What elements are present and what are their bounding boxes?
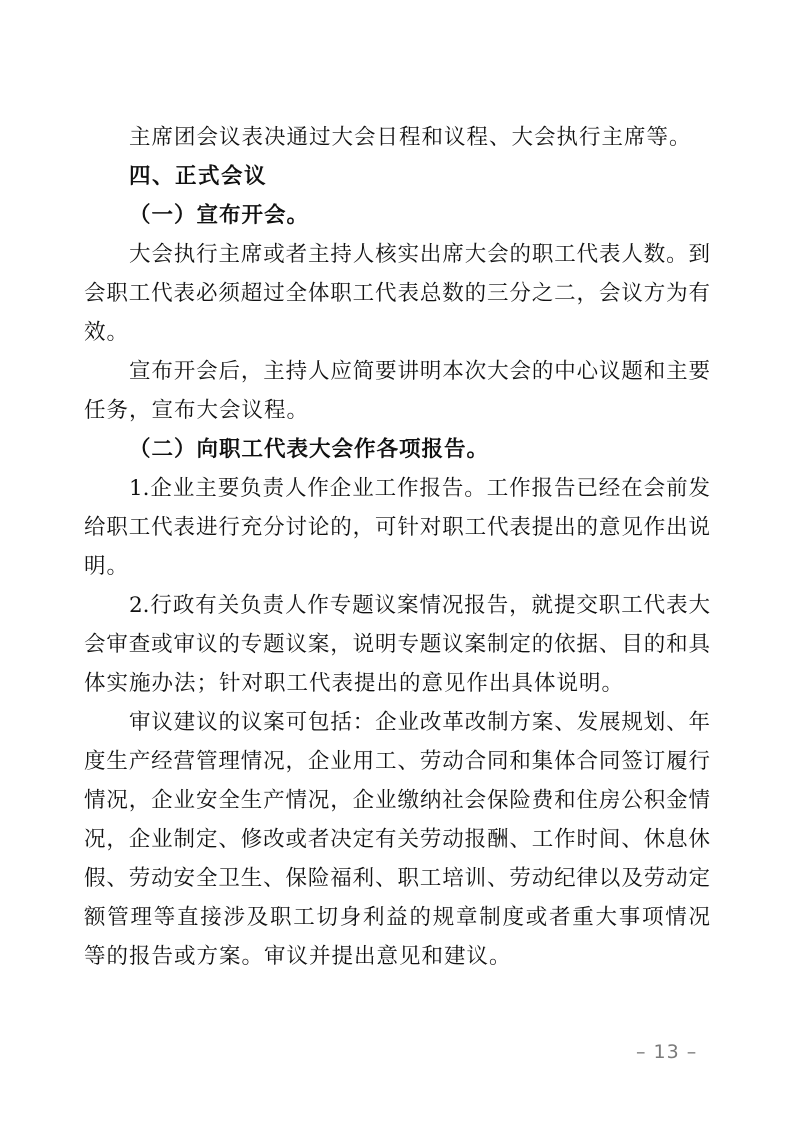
section-heading xyxy=(84,157,710,196)
text-line: 会职工代表必须超过全体职工代表总数的三分之二，会议方为有 xyxy=(84,281,710,306)
paragraph xyxy=(84,469,710,586)
text-line: 度生产经营管理情况，企业用工、劳动合同和集体合同签订履行 xyxy=(84,749,710,774)
paragraph xyxy=(84,235,710,352)
text-line: 2.行政有关负责人作专题议案情况报告，就提交职工代表大 xyxy=(129,593,710,618)
paragraph xyxy=(84,118,710,157)
text-line: 情况，企业安全生产情况，企业缴纳社会保险费和住房公积金情 xyxy=(84,788,710,813)
text-line: 1.企业主要负责人作企业工作报告。工作报告已经在会前发 xyxy=(129,476,710,501)
text-line: 会审查或审议的专题议案，说明专题议案制定的依据、目的和具 xyxy=(84,632,710,657)
text-line: 况，企业制定、修改或者决定有关劳动报酬、工作时间、休息休 xyxy=(84,827,710,852)
text-line: 额管理等直接涉及职工切身利益的规章制度或者重大事项情况 xyxy=(84,905,710,930)
text-line: 效。 xyxy=(84,320,130,345)
text-line: 等的报告或方案。审议并提出意见和建议。 xyxy=(84,944,512,969)
text-line: （一）宣布开会。 xyxy=(129,203,310,228)
page-number: – 13 – xyxy=(636,1041,698,1063)
text-line: 主席团会议表决通过大会日程和议程、大会执行主席等。 xyxy=(129,125,692,150)
paragraph xyxy=(84,703,710,976)
text-line: 假、劳动安全卫生、保险福利、职工培训、劳动纪律以及劳动定 xyxy=(84,866,710,891)
text-line: （二）向职工代表大会作各项报告。 xyxy=(129,437,490,462)
text-line: 四、正式会议 xyxy=(129,164,268,189)
text-line: 任务，宣布大会议程。 xyxy=(84,398,310,423)
text-line: 宣布开会后，主持人应简要讲明本次大会的中心议题和主要 xyxy=(129,359,710,384)
paragraph xyxy=(84,352,710,430)
subsection-heading xyxy=(84,196,710,235)
text-line: 给职工代表进行充分讨论的，可针对职工代表提出的意见作出说 xyxy=(84,515,710,540)
text-line: 大会执行主席或者主持人核实出席大会的职工代表人数。到 xyxy=(129,242,710,267)
subsection-heading xyxy=(84,430,710,469)
document-body xyxy=(84,118,710,976)
text-line: 体实施办法；针对职工代表提出的意见作出具体说明。 xyxy=(84,671,625,696)
paragraph xyxy=(84,586,710,703)
text-line: 审议建议的议案可包括：企业改革改制方案、发展规划、年 xyxy=(129,710,710,735)
text-line: 明。 xyxy=(84,554,130,579)
